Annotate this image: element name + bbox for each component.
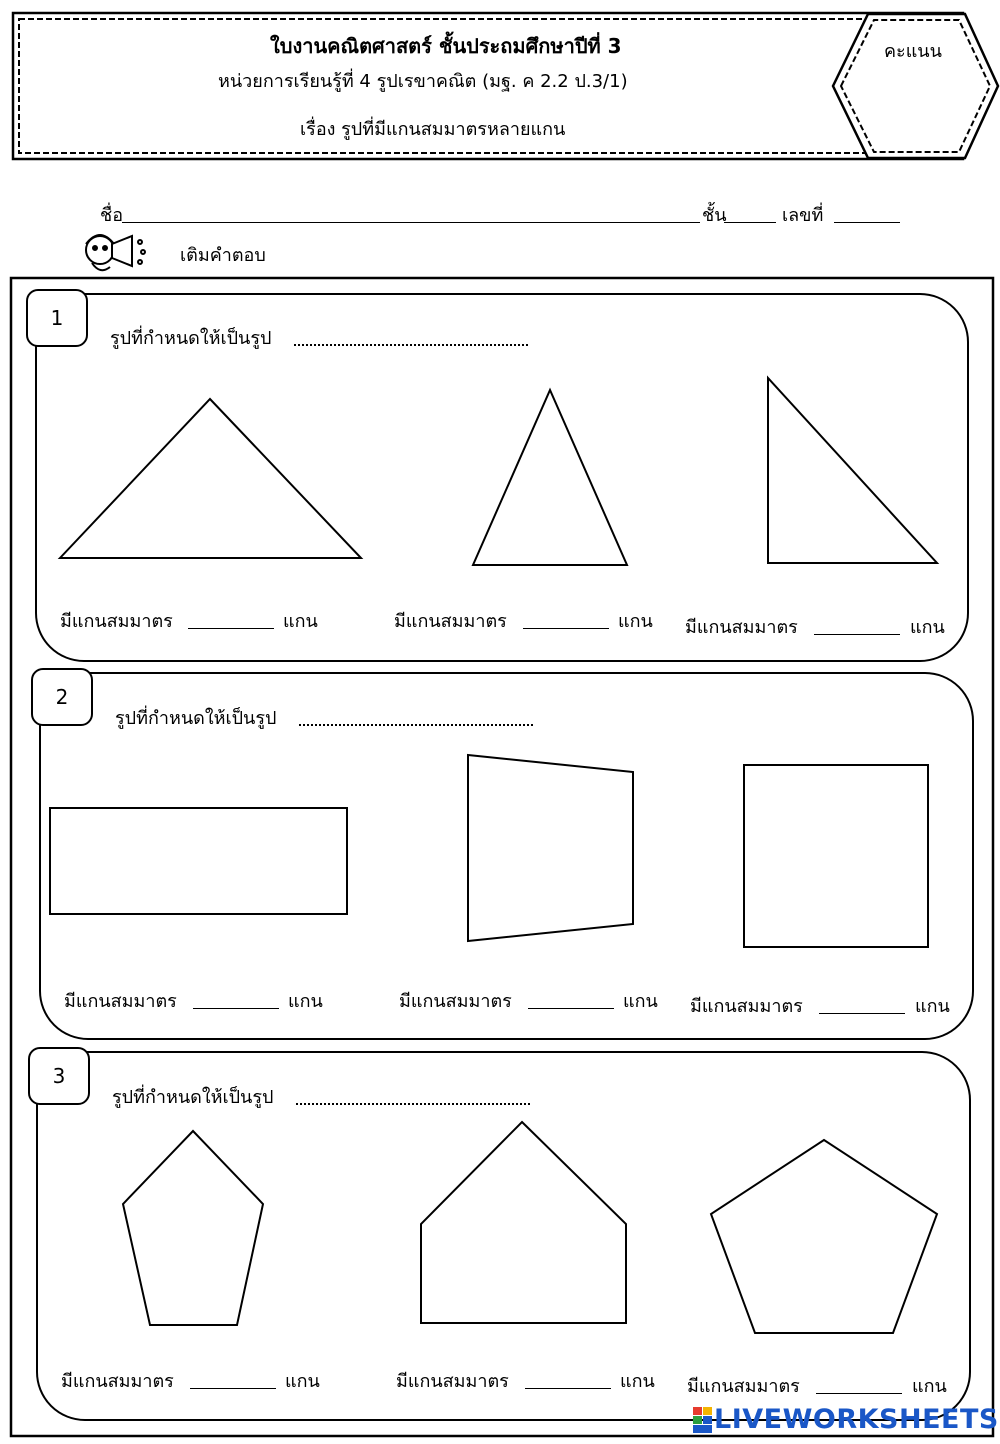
name-input[interactable] (122, 200, 700, 223)
instruction-text: เติมคำตอบ (180, 245, 266, 266)
liveworksheets-watermark (692, 1404, 999, 1435)
house-pentagon-shape (421, 1122, 626, 1323)
liveworksheets-logo-icon (692, 1406, 714, 1434)
s2-item1-unit: แกน (288, 991, 323, 1012)
s3-item1-input[interactable] (190, 1366, 276, 1389)
s1-item1-unit: แกน (283, 611, 318, 632)
s2-item2-unit: แกน (623, 991, 658, 1012)
pentagon-tall-shape (123, 1131, 263, 1325)
equilateral-triangle-shape (473, 390, 627, 565)
section-3-number: 3 (28, 1047, 90, 1105)
section-2-prompt-text: รูปที่กำหนดให้เป็นรูป (115, 708, 277, 729)
s2-item3-label: มีแกนสมมาตร (690, 996, 803, 1017)
s3-item3-input[interactable] (816, 1371, 902, 1394)
section-2-number: 2 (31, 668, 93, 726)
section-3-prompt (112, 1082, 273, 1111)
section-1-number: 1 (26, 289, 88, 347)
name-label: ชื่อ (100, 205, 124, 226)
section-1-prompt-text: รูปที่กำหนดให้เป็นรูป (110, 328, 272, 349)
s2-item2-label: มีแกนสมมาตร (399, 991, 512, 1012)
s1-item3-label: มีแกนสมมาตร (685, 617, 798, 638)
s2-item1-input[interactable] (193, 986, 279, 1009)
s2-item2-input[interactable] (528, 986, 614, 1009)
s1-item2-label: มีแกนสมมาตร (394, 611, 507, 632)
s3-item3-unit: แกน (912, 1376, 947, 1397)
score-label: คะแนน (884, 41, 942, 62)
s3-item2-label: มีแกนสมมาตร (396, 1371, 509, 1392)
s3-item3-label: มีแกนสมมาตร (687, 1376, 800, 1397)
section-1-answer-input[interactable] (294, 322, 528, 346)
class-label: ชั้น (702, 205, 727, 226)
s1-item1-input[interactable] (188, 606, 274, 629)
trapezoid-shape (468, 755, 633, 941)
rectangle-shape (50, 808, 347, 914)
s3-item2-unit: แกน (620, 1371, 655, 1392)
section-3-prompt-text: รูปที่กำหนดให้เป็นรูป (112, 1087, 274, 1108)
number-input[interactable] (834, 200, 900, 223)
class-input[interactable] (724, 200, 776, 223)
section-1-prompt (110, 323, 271, 352)
s1-item2-input[interactable] (523, 606, 609, 629)
regular-pentagon-shape (711, 1140, 937, 1333)
section-2-prompt (115, 703, 276, 732)
number-label: เลขที่ (782, 205, 824, 226)
s1-item3-unit: แกน (910, 617, 945, 638)
s1-item3-input[interactable] (814, 612, 900, 635)
s1-item1-label: มีแกนสมมาตร (60, 611, 173, 632)
s1-item2-unit: แกน (618, 611, 653, 632)
s3-item1-label: มีแกนสมมาตร (61, 1371, 174, 1392)
s2-item1-label: มีแกนสมมาตร (64, 991, 177, 1012)
s3-item2-input[interactable] (525, 1366, 611, 1389)
content-frame (11, 278, 993, 1436)
topic-subtitle: เรื่อง รูปที่มีแกนสมมาตรหลายแกน (300, 119, 566, 140)
megaphone-kid-icon (86, 235, 145, 270)
watermark-text: LIVEWORKSHEETS (714, 1404, 999, 1435)
right-triangle-shape (768, 378, 937, 563)
worksheet-title: ใบงานคณิตศาสตร์ ชั้นประถมศึกษาปีที่ 3 (270, 34, 622, 58)
section-3-answer-input[interactable] (296, 1081, 530, 1105)
s2-item3-input[interactable] (819, 991, 905, 1014)
s3-item1-unit: แกน (285, 1371, 320, 1392)
unit-subtitle: หน่วยการเรียนรู้ที่ 4 รูปเรขาคณิต (มฐ. ค 2.2 ป.3/1) (218, 71, 628, 92)
s2-item3-unit: แกน (915, 996, 950, 1017)
square-shape (744, 765, 928, 947)
section-2-answer-input[interactable] (299, 702, 533, 726)
isosceles-triangle-shape (60, 399, 361, 558)
